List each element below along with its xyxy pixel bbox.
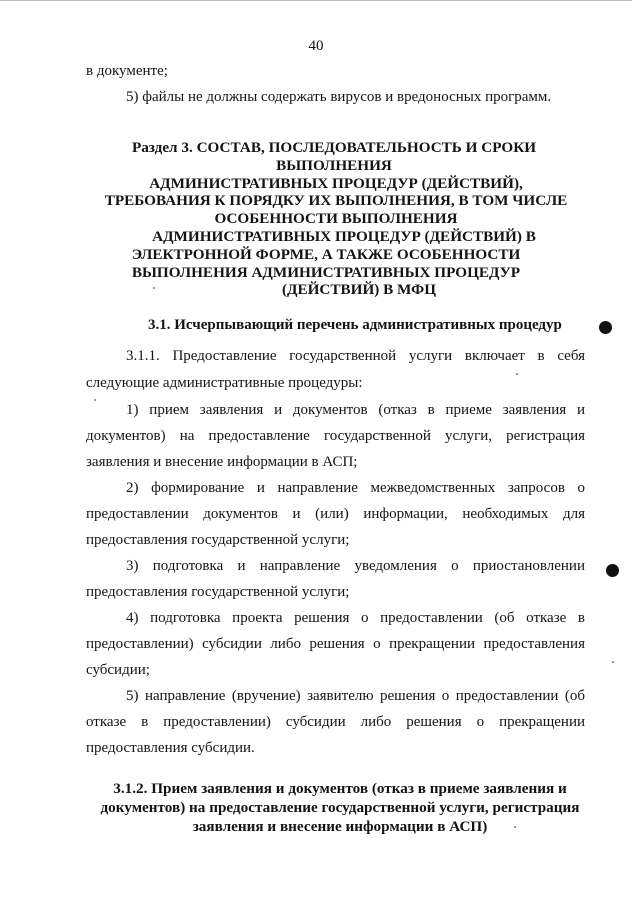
paragraph-3-1-1-line: следующие административные процедуры: bbox=[86, 375, 363, 391]
procedure-item-1-line: 1) прием заявления и документов (отказ в приеме заявления и bbox=[126, 402, 585, 418]
section-3-heading-line: ОСОБЕННОСТИ ВЫПОЛНЕНИЯ bbox=[214, 210, 458, 228]
procedure-item-5-line: отказе в предоставлении) субсидии либо решения о прекращении bbox=[86, 714, 585, 730]
procedure-item-3-line: предоставления государственной услуги; bbox=[86, 584, 350, 600]
section-3-heading bbox=[96, 139, 576, 299]
paragraph-3-1-1-line: 3.1.1. Предоставление государственной услуги включает в себя bbox=[126, 348, 585, 364]
scan-speck bbox=[153, 287, 155, 289]
procedure-item-4-line: предоставлении) субсидии либо решения о прекращении предоставления bbox=[86, 636, 585, 652]
intro-line: в документе; bbox=[86, 63, 168, 79]
scan-speck bbox=[94, 399, 96, 401]
subsection-3-1-heading: 3.1. Исчерпывающий перечень административных процедур bbox=[148, 317, 562, 333]
page-number: 40 bbox=[308, 38, 324, 54]
section-3-heading-line: АДМИНИСТРАТИВНЫХ ПРОЦЕДУР (ДЕЙСТВИЙ) В bbox=[152, 227, 536, 245]
procedure-item-4-line: субсидии; bbox=[86, 662, 150, 678]
scan-speck bbox=[514, 826, 516, 828]
intro-list-item-5: 5) файлы не должны содержать вирусов и вредоносных программ. bbox=[126, 89, 552, 105]
procedure-item-5-line: предоставления субсидии. bbox=[86, 740, 255, 756]
procedure-item-3-line: 3) подготовка и направление уведомления о приостановлении bbox=[126, 558, 585, 574]
section-3-heading-line: АДМИНИСТРАТИВНЫХ ПРОЦЕДУР (ДЕЙСТВИЙ), bbox=[149, 174, 523, 192]
procedure-item-2-line: предоставлении документов и (или) информации, необходимых для bbox=[86, 506, 585, 522]
binder-hole bbox=[599, 321, 612, 334]
section-3-heading-line: ВЫПОЛНЕНИЯ bbox=[276, 156, 392, 174]
section-3-heading-line: Раздел 3. СОСТАВ, ПОСЛЕДОВАТЕЛЬНОСТЬ И СРОКИ bbox=[131, 139, 537, 156]
scan-speck bbox=[612, 661, 614, 663]
section-3-heading-line: ЭЛЕКТРОННОЙ ФОРМЕ, А ТАКЖЕ ОСОБЕННОСТИ bbox=[131, 245, 521, 263]
subsection-3-1-2-heading-line: 3.1.2. Прием заявления и документов (отказ в приеме заявления и bbox=[113, 780, 567, 797]
subsection-3-1-2-heading-line: заявления и внесение информации в АСП) bbox=[192, 818, 488, 835]
subsection-3-1-2-heading bbox=[80, 779, 600, 836]
section-3-heading-line: ВЫПОЛНЕНИЯ АДМИНИСТРАТИВНЫХ ПРОЦЕДУР bbox=[131, 263, 521, 281]
procedure-item-1-line: заявления и внесение информации в АСП; bbox=[86, 454, 358, 470]
procedure-item-4-line: 4) подготовка проекта решения о предоставлении (об отказе в bbox=[126, 610, 585, 626]
subsection-3-1-2-heading-line: документов) на предоставление государственной услуги, регистрация bbox=[100, 799, 580, 816]
procedure-item-1-line: документов) на предоставление государственной услуги, регистрация bbox=[86, 428, 585, 444]
procedure-item-2-line: предоставления государственной услуги; bbox=[86, 532, 350, 548]
scan-top-edge bbox=[0, 0, 632, 1]
section-3-heading-line: ТРЕБОВАНИЯ К ПОРЯДКУ ИХ ВЫПОЛНЕНИЯ, В ТОМ ЧИСЛЕ bbox=[104, 192, 568, 210]
section-3-heading-line: (ДЕЙСТВИЙ) В МФЦ bbox=[281, 281, 437, 299]
procedure-item-5-line: 5) направление (вручение) заявителю решения о предоставлении (об bbox=[126, 688, 585, 704]
scan-speck bbox=[516, 373, 518, 375]
procedure-item-2-line: 2) формирование и направление межведомственных запросов о bbox=[126, 480, 585, 496]
binder-hole bbox=[606, 564, 619, 577]
